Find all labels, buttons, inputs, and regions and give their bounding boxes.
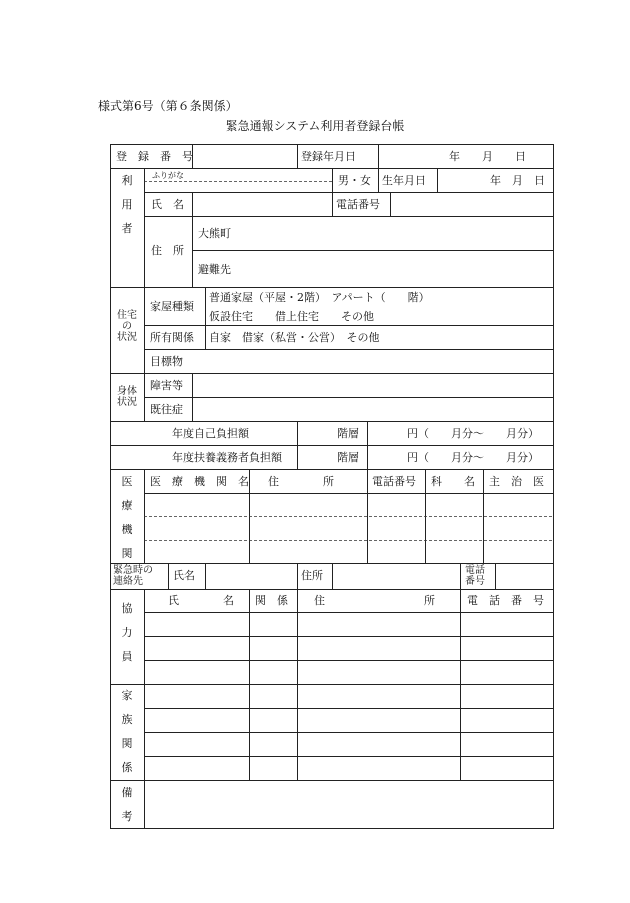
department-label: 科 名 [431,475,475,488]
support-burden-label: 年度扶養義務者負担額 [172,451,282,464]
registration-number-label: 登 録 番 号 [116,150,193,163]
medical-section-label: 医 療 機 関 [121,475,133,560]
support-tier-label: 階層 [337,451,359,464]
form-number: 様式第6号（第６条関係） [98,99,238,113]
ownership-value: 自家 借家（私営・公営） その他 [209,331,380,344]
gender-label: 男・女 [338,174,371,187]
housing-section-label: 住宅 の 状況 [117,310,137,343]
emergency-address-label: 住所 [301,569,323,582]
emergency-phone-label: 電話 番号 [465,565,485,587]
birthdate-label: 生年月日 [382,174,426,187]
disability-label: 障害等 [150,379,183,392]
cooperator-address-label: 住 所 [314,594,435,607]
self-tier-label: 階層 [337,427,359,440]
registration-date-value: 年 月 日 [449,150,526,163]
house-type-line2: 仮設住宅 借上住宅 その他 [209,310,374,323]
furigana-label: ふりがな [152,171,184,180]
phone-label: 電話番号 [336,198,380,211]
cooperator-phone-label: 電 話 番 号 [467,594,544,607]
emergency-name-label: 氏名 [173,569,195,582]
house-type-line1: 普通家屋（平屋・2階） アパート（ 階） [209,291,430,304]
self-burden-label: 年度自己負担額 [172,427,249,440]
cooperator-relation-label: 関 係 [255,594,288,607]
birthdate-value: 年 月 日 [490,174,545,187]
address-value: 大熊町 [198,227,231,240]
institution-label: 医 療 機 関 名 [150,475,249,488]
address-label: 住 所 [151,244,184,257]
health-section-label: 身体 状況 [117,386,137,408]
name-label: 氏 名 [151,198,184,211]
remarks-section-label: 備 考 [121,786,133,823]
cooperator-section-label: 協 力 員 [121,602,133,663]
family-section-label: 家 族 関 係 [121,689,133,774]
page-title: 緊急通報システム利用者登録台帳 [225,119,405,133]
history-label: 既往症 [150,403,183,416]
medical-address-label: 住 所 [268,475,334,488]
support-amount-text: 円（ 月分〜 月分） [407,451,539,464]
registration-date-label: 登録年月日 [301,150,356,163]
doctor-label: 主 治 医 [489,475,544,488]
cooperator-name-label: 氏 名 [168,594,234,607]
landmark-label: 目標物 [150,355,183,368]
house-type-label: 家屋種類 [150,300,194,313]
medical-phone-label: 電話番号 [372,475,416,488]
self-amount-text: 円（ 月分〜 月分） [407,427,539,440]
ownership-label: 所有関係 [150,331,194,344]
emergency-section-label: 緊急時の 連絡先 [113,565,153,587]
user-section-label: 利 用 者 [121,174,133,235]
evacuation-label: 避難先 [198,263,231,276]
